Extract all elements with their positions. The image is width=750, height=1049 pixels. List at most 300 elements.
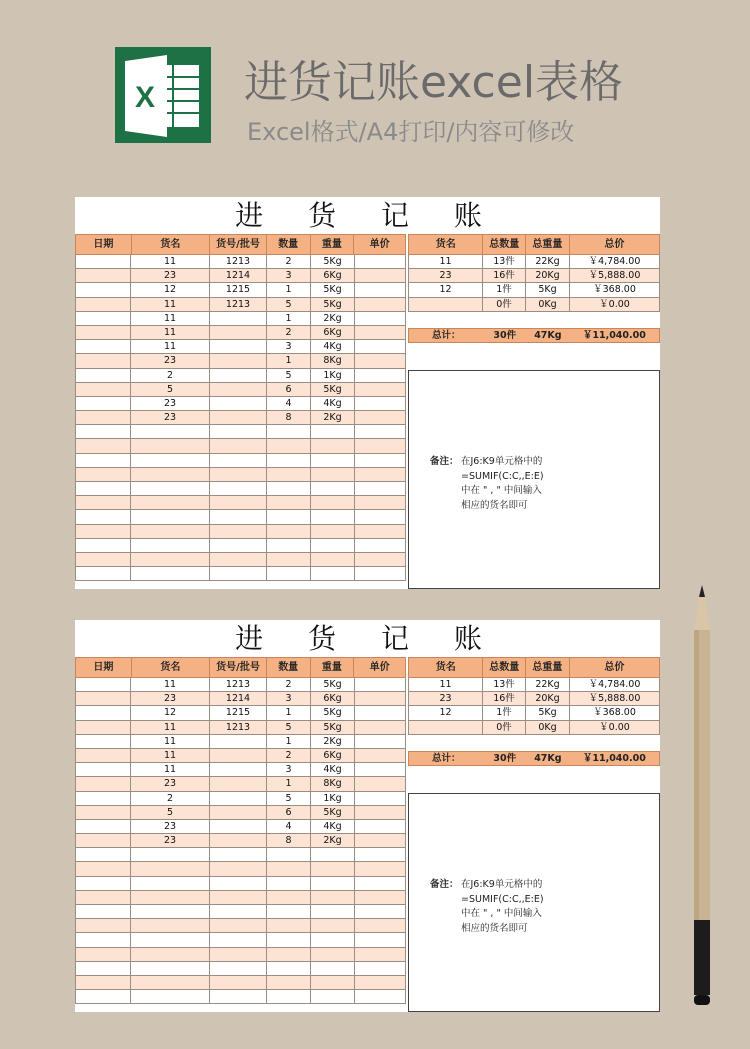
column-header[interactable]: 总数量	[483, 235, 526, 254]
table-cell[interactable]	[355, 820, 406, 833]
table-cell[interactable]: 1214	[210, 269, 267, 282]
table-cell[interactable]	[355, 962, 406, 975]
table-cell[interactable]: 3	[267, 340, 311, 353]
table-cell[interactable]	[355, 269, 406, 282]
table-cell[interactable]	[355, 905, 406, 918]
table-cell[interactable]: 1213	[210, 678, 267, 691]
table-cell[interactable]	[355, 862, 406, 875]
table-cell[interactable]	[355, 454, 406, 467]
table-cell[interactable]	[210, 439, 267, 452]
table-cell[interactable]	[267, 425, 311, 438]
table-cell[interactable]	[267, 482, 311, 495]
table-cell[interactable]	[131, 905, 210, 918]
table-cell[interactable]: 11	[131, 298, 210, 311]
table-cell[interactable]	[311, 482, 355, 495]
table-cell[interactable]	[75, 298, 131, 311]
table-cell[interactable]: ￥4,784.00	[570, 678, 660, 691]
table-cell[interactable]	[355, 749, 406, 762]
table-cell[interactable]: 4	[267, 397, 311, 410]
table-cell[interactable]: ￥0.00	[570, 721, 660, 734]
table-cell[interactable]: 1Kg	[311, 792, 355, 805]
table-cell[interactable]	[210, 468, 267, 481]
table-cell[interactable]	[131, 862, 210, 875]
table-cell[interactable]	[267, 962, 311, 975]
table-cell[interactable]	[131, 976, 210, 989]
table-cell[interactable]	[75, 439, 131, 452]
table-cell[interactable]	[267, 510, 311, 523]
table-cell[interactable]	[210, 792, 267, 805]
table-cell[interactable]: 2	[267, 678, 311, 691]
total-count[interactable]: 30件	[493, 330, 517, 341]
table-cell[interactable]: 23	[131, 820, 210, 833]
table-cell[interactable]: 3	[267, 692, 311, 705]
table-cell[interactable]	[75, 425, 131, 438]
table-cell[interactable]	[355, 834, 406, 847]
total-price[interactable]: ￥11,040.00	[582, 330, 646, 341]
table-cell[interactable]: 20Kg	[526, 269, 570, 282]
table-cell[interactable]	[75, 877, 131, 890]
column-header[interactable]: 总重量	[526, 658, 570, 677]
table-cell[interactable]: ￥5,888.00	[570, 692, 660, 705]
table-cell[interactable]	[75, 567, 131, 580]
table-cell[interactable]	[355, 877, 406, 890]
table-cell[interactable]: 16件	[483, 692, 526, 705]
table-cell[interactable]: 1	[267, 777, 311, 790]
table-cell[interactable]: 5	[131, 806, 210, 819]
table-cell[interactable]: 5	[131, 383, 210, 396]
table-cell[interactable]	[75, 553, 131, 566]
table-cell[interactable]	[210, 834, 267, 847]
table-cell[interactable]	[355, 496, 406, 509]
table-cell[interactable]	[267, 948, 311, 961]
table-cell[interactable]	[75, 525, 131, 538]
table-cell[interactable]	[131, 425, 210, 438]
table-cell[interactable]: 6Kg	[311, 326, 355, 339]
table-cell[interactable]: 11	[131, 735, 210, 748]
table-cell[interactable]: 8	[267, 834, 311, 847]
table-cell[interactable]	[210, 976, 267, 989]
table-cell[interactable]	[75, 340, 131, 353]
table-cell[interactable]	[355, 510, 406, 523]
table-cell[interactable]: 23	[408, 269, 483, 282]
column-header[interactable]: 总重量	[526, 235, 570, 254]
table-cell[interactable]: 2	[131, 792, 210, 805]
table-cell[interactable]	[355, 482, 406, 495]
table-cell[interactable]: 5Kg	[311, 706, 355, 719]
table-cell[interactable]	[210, 354, 267, 367]
table-cell[interactable]	[131, 990, 210, 1003]
table-cell[interactable]	[355, 792, 406, 805]
table-cell[interactable]: ￥368.00	[570, 283, 660, 296]
table-cell[interactable]: 12	[131, 283, 210, 296]
table-cell[interactable]	[267, 496, 311, 509]
column-header[interactable]: 货号/批号	[210, 658, 267, 677]
total-weight[interactable]: 47Kg	[534, 753, 562, 764]
table-cell[interactable]	[311, 439, 355, 452]
table-cell[interactable]	[311, 948, 355, 961]
column-header[interactable]: 货名	[409, 235, 483, 254]
table-cell[interactable]	[355, 298, 406, 311]
table-cell[interactable]	[131, 933, 210, 946]
table-cell[interactable]	[75, 539, 131, 552]
table-cell[interactable]	[75, 397, 131, 410]
table-cell[interactable]	[355, 706, 406, 719]
table-cell[interactable]: 16件	[483, 269, 526, 282]
table-cell[interactable]	[311, 496, 355, 509]
table-cell[interactable]	[75, 792, 131, 805]
column-header[interactable]: 数量	[267, 235, 311, 254]
table-cell[interactable]	[131, 525, 210, 538]
total-price[interactable]: ￥11,040.00	[582, 753, 646, 764]
table-cell[interactable]	[311, 567, 355, 580]
table-cell[interactable]: 11	[131, 255, 210, 268]
table-cell[interactable]	[210, 482, 267, 495]
table-cell[interactable]	[210, 454, 267, 467]
column-header[interactable]: 单价	[369, 239, 390, 250]
table-cell[interactable]: ￥5,888.00	[570, 269, 660, 282]
table-cell[interactable]	[210, 933, 267, 946]
table-cell[interactable]	[311, 905, 355, 918]
table-cell[interactable]: 6	[267, 806, 311, 819]
total-count[interactable]: 30件	[493, 753, 517, 764]
column-header[interactable]: 总价	[604, 662, 625, 673]
table-cell[interactable]	[355, 283, 406, 296]
table-cell[interactable]	[267, 905, 311, 918]
column-header[interactable]: 总数量	[483, 658, 526, 677]
table-cell[interactable]: 2	[267, 326, 311, 339]
table-cell[interactable]	[355, 539, 406, 552]
table-cell[interactable]	[311, 891, 355, 904]
table-cell[interactable]: 1213	[210, 721, 267, 734]
table-cell[interactable]: 6Kg	[311, 692, 355, 705]
table-cell[interactable]	[267, 862, 311, 875]
table-cell[interactable]: 23	[131, 354, 210, 367]
table-cell[interactable]: 4	[267, 820, 311, 833]
table-cell[interactable]	[267, 933, 311, 946]
table-cell[interactable]	[267, 919, 311, 932]
table-cell[interactable]	[131, 510, 210, 523]
table-cell[interactable]: 13件	[483, 255, 526, 268]
table-cell[interactable]: 6Kg	[311, 749, 355, 762]
table-cell[interactable]: 8Kg	[311, 354, 355, 367]
table-cell[interactable]	[355, 948, 406, 961]
table-cell[interactable]: 5Kg	[311, 283, 355, 296]
table-cell[interactable]: 1215	[210, 283, 267, 296]
table-cell[interactable]: 11	[131, 763, 210, 776]
table-cell[interactable]: ￥4,784.00	[570, 255, 660, 268]
table-cell[interactable]	[210, 312, 267, 325]
table-cell[interactable]	[355, 848, 406, 861]
table-cell[interactable]	[210, 848, 267, 861]
table-cell[interactable]: 1213	[210, 298, 267, 311]
table-cell[interactable]	[267, 539, 311, 552]
table-cell[interactable]	[210, 735, 267, 748]
table-cell[interactable]	[210, 891, 267, 904]
column-header[interactable]: 总价	[604, 239, 625, 250]
table-cell[interactable]	[131, 496, 210, 509]
table-cell[interactable]	[355, 411, 406, 424]
table-cell[interactable]	[75, 891, 131, 904]
table-cell[interactable]: 12	[408, 283, 483, 296]
table-cell[interactable]	[131, 948, 210, 961]
table-cell[interactable]	[408, 721, 483, 734]
table-cell[interactable]	[355, 763, 406, 776]
table-cell[interactable]	[355, 721, 406, 734]
table-cell[interactable]	[311, 848, 355, 861]
table-cell[interactable]: 4Kg	[311, 397, 355, 410]
table-cell[interactable]	[75, 468, 131, 481]
table-cell[interactable]: 1件	[483, 706, 526, 719]
table-cell[interactable]	[355, 678, 406, 691]
table-cell[interactable]	[355, 340, 406, 353]
table-cell[interactable]: 12	[131, 706, 210, 719]
table-cell[interactable]	[355, 255, 406, 268]
table-cell[interactable]: 5	[267, 721, 311, 734]
table-cell[interactable]: ￥368.00	[570, 706, 660, 719]
column-header[interactable]: 日期	[76, 658, 132, 677]
table-cell[interactable]	[311, 877, 355, 890]
table-cell[interactable]	[311, 933, 355, 946]
table-cell[interactable]: 11	[131, 312, 210, 325]
table-cell[interactable]	[75, 735, 131, 748]
column-header[interactable]: 货名	[409, 658, 483, 677]
table-cell[interactable]: 23	[131, 397, 210, 410]
table-cell[interactable]	[210, 990, 267, 1003]
table-cell[interactable]	[267, 553, 311, 566]
table-cell[interactable]: 0Kg	[526, 298, 570, 311]
table-cell[interactable]	[75, 721, 131, 734]
table-cell[interactable]	[210, 763, 267, 776]
table-cell[interactable]	[311, 976, 355, 989]
table-cell[interactable]	[75, 976, 131, 989]
table-cell[interactable]: 1Kg	[311, 369, 355, 382]
table-cell[interactable]	[75, 326, 131, 339]
table-cell[interactable]	[267, 848, 311, 861]
table-cell[interactable]: 20Kg	[526, 692, 570, 705]
table-cell[interactable]	[355, 567, 406, 580]
table-cell[interactable]: 2	[267, 749, 311, 762]
table-cell[interactable]	[75, 269, 131, 282]
table-cell[interactable]	[311, 919, 355, 932]
table-cell[interactable]	[210, 806, 267, 819]
table-cell[interactable]	[267, 439, 311, 452]
table-cell[interactable]	[355, 326, 406, 339]
table-cell[interactable]: 11	[131, 326, 210, 339]
table-cell[interactable]	[75, 905, 131, 918]
table-cell[interactable]	[210, 862, 267, 875]
table-cell[interactable]	[311, 510, 355, 523]
table-cell[interactable]	[311, 454, 355, 467]
table-cell[interactable]	[355, 692, 406, 705]
table-cell[interactable]	[75, 692, 131, 705]
table-cell[interactable]	[131, 848, 210, 861]
table-cell[interactable]	[210, 369, 267, 382]
table-cell[interactable]	[75, 383, 131, 396]
table-cell[interactable]: 13件	[483, 678, 526, 691]
table-cell[interactable]: 8	[267, 411, 311, 424]
table-cell[interactable]	[210, 749, 267, 762]
table-cell[interactable]	[355, 976, 406, 989]
table-cell[interactable]	[355, 439, 406, 452]
table-cell[interactable]	[355, 891, 406, 904]
table-cell[interactable]	[75, 777, 131, 790]
table-cell[interactable]: 22Kg	[526, 255, 570, 268]
table-cell[interactable]	[75, 312, 131, 325]
table-cell[interactable]	[75, 482, 131, 495]
table-cell[interactable]	[131, 567, 210, 580]
table-cell[interactable]: 2	[267, 255, 311, 268]
table-cell[interactable]: 1件	[483, 283, 526, 296]
table-cell[interactable]	[75, 763, 131, 776]
table-cell[interactable]: ￥0.00	[570, 298, 660, 311]
table-cell[interactable]	[355, 553, 406, 566]
table-cell[interactable]: 11	[131, 678, 210, 691]
table-cell[interactable]	[210, 397, 267, 410]
table-cell[interactable]	[75, 848, 131, 861]
table-cell[interactable]: 2Kg	[311, 312, 355, 325]
table-cell[interactable]: 4Kg	[311, 340, 355, 353]
table-cell[interactable]: 1213	[210, 255, 267, 268]
table-cell[interactable]	[75, 834, 131, 847]
total-weight[interactable]: 47Kg	[534, 330, 562, 341]
table-cell[interactable]: 11	[131, 749, 210, 762]
table-cell[interactable]: 2Kg	[311, 834, 355, 847]
table-cell[interactable]: 5	[267, 298, 311, 311]
table-cell[interactable]	[210, 425, 267, 438]
column-header[interactable]: 货名	[132, 235, 211, 254]
table-cell[interactable]	[267, 525, 311, 538]
table-cell[interactable]	[131, 454, 210, 467]
table-cell[interactable]	[131, 539, 210, 552]
table-cell[interactable]	[75, 820, 131, 833]
table-cell[interactable]	[311, 553, 355, 566]
table-cell[interactable]	[210, 820, 267, 833]
table-cell[interactable]	[311, 990, 355, 1003]
table-cell[interactable]: 11	[131, 340, 210, 353]
table-cell[interactable]: 2Kg	[311, 735, 355, 748]
column-header[interactable]: 货号/批号	[210, 235, 267, 254]
table-cell[interactable]: 12	[408, 706, 483, 719]
table-cell[interactable]	[75, 933, 131, 946]
table-cell[interactable]: 5Kg	[311, 806, 355, 819]
table-cell[interactable]	[355, 312, 406, 325]
table-cell[interactable]	[75, 749, 131, 762]
table-cell[interactable]: 1	[267, 283, 311, 296]
table-cell[interactable]: 5Kg	[311, 678, 355, 691]
table-cell[interactable]	[75, 678, 131, 691]
table-cell[interactable]	[131, 962, 210, 975]
table-cell[interactable]: 5Kg	[311, 721, 355, 734]
table-cell[interactable]	[131, 877, 210, 890]
table-cell[interactable]	[355, 990, 406, 1003]
table-cell[interactable]	[311, 539, 355, 552]
table-cell[interactable]	[131, 919, 210, 932]
table-cell[interactable]	[408, 298, 483, 311]
table-cell[interactable]	[355, 806, 406, 819]
table-cell[interactable]	[355, 425, 406, 438]
table-cell[interactable]	[210, 340, 267, 353]
table-cell[interactable]	[311, 468, 355, 481]
table-cell[interactable]: 5	[267, 792, 311, 805]
table-cell[interactable]	[210, 948, 267, 961]
column-header[interactable]: 数量	[267, 658, 311, 677]
table-cell[interactable]: 11	[131, 721, 210, 734]
table-cell[interactable]	[210, 919, 267, 932]
table-cell[interactable]	[355, 397, 406, 410]
table-cell[interactable]: 4Kg	[311, 820, 355, 833]
table-cell[interactable]: 5Kg	[311, 383, 355, 396]
table-cell[interactable]	[355, 919, 406, 932]
table-cell[interactable]	[131, 468, 210, 481]
table-cell[interactable]	[131, 482, 210, 495]
table-cell[interactable]: 3	[267, 763, 311, 776]
table-cell[interactable]	[75, 706, 131, 719]
table-cell[interactable]: 22Kg	[526, 678, 570, 691]
table-cell[interactable]	[355, 933, 406, 946]
table-cell[interactable]	[75, 255, 131, 268]
table-cell[interactable]: 0Kg	[526, 721, 570, 734]
table-cell[interactable]	[355, 735, 406, 748]
table-cell[interactable]	[131, 439, 210, 452]
table-cell[interactable]: 5Kg	[526, 283, 570, 296]
table-cell[interactable]: 8Kg	[311, 777, 355, 790]
column-header[interactable]: 重量	[311, 235, 355, 254]
table-cell[interactable]	[75, 948, 131, 961]
table-cell[interactable]	[75, 496, 131, 509]
table-cell[interactable]: 11	[408, 678, 483, 691]
table-cell[interactable]	[75, 990, 131, 1003]
table-cell[interactable]	[267, 891, 311, 904]
table-cell[interactable]: 1	[267, 354, 311, 367]
table-cell[interactable]: 6Kg	[311, 269, 355, 282]
table-cell[interactable]	[311, 425, 355, 438]
table-cell[interactable]	[267, 567, 311, 580]
table-cell[interactable]: 1214	[210, 692, 267, 705]
table-cell[interactable]	[311, 962, 355, 975]
table-cell[interactable]	[267, 468, 311, 481]
table-cell[interactable]: 5Kg	[311, 298, 355, 311]
table-cell[interactable]	[210, 777, 267, 790]
table-cell[interactable]: 5Kg	[311, 255, 355, 268]
table-cell[interactable]: 6	[267, 383, 311, 396]
table-cell[interactable]	[75, 354, 131, 367]
table-cell[interactable]	[131, 891, 210, 904]
table-cell[interactable]: 2	[131, 369, 210, 382]
column-header[interactable]: 货名	[132, 658, 211, 677]
table-cell[interactable]	[210, 905, 267, 918]
table-cell[interactable]	[311, 862, 355, 875]
table-cell[interactable]: 1215	[210, 706, 267, 719]
table-cell[interactable]	[210, 411, 267, 424]
table-cell[interactable]	[355, 369, 406, 382]
table-cell[interactable]	[355, 525, 406, 538]
table-cell[interactable]: 4Kg	[311, 763, 355, 776]
table-cell[interactable]	[75, 862, 131, 875]
table-cell[interactable]: 0件	[483, 721, 526, 734]
column-header[interactable]: 重量	[311, 658, 355, 677]
table-cell[interactable]: 2Kg	[311, 411, 355, 424]
table-cell[interactable]	[355, 354, 406, 367]
table-cell[interactable]	[75, 962, 131, 975]
table-cell[interactable]: 23	[131, 692, 210, 705]
table-cell[interactable]: 5Kg	[526, 706, 570, 719]
table-cell[interactable]	[131, 553, 210, 566]
table-cell[interactable]	[267, 877, 311, 890]
table-cell[interactable]	[311, 525, 355, 538]
table-cell[interactable]: 3	[267, 269, 311, 282]
table-cell[interactable]: 1	[267, 706, 311, 719]
table-cell[interactable]	[210, 525, 267, 538]
